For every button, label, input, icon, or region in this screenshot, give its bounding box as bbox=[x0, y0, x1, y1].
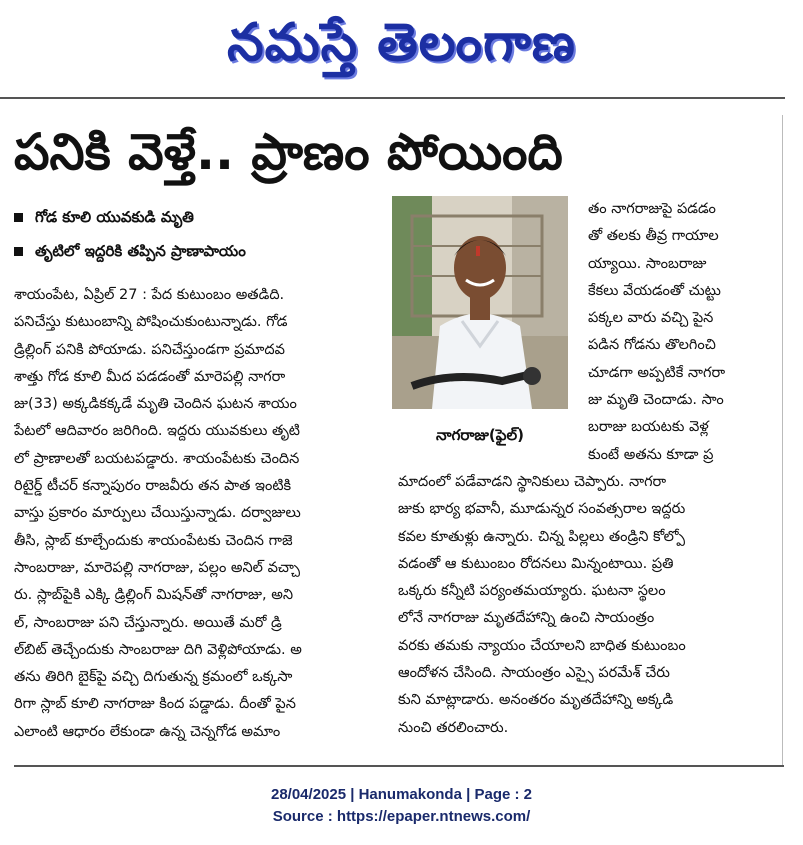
subhead-bullet: గోడ కూలి యువకుడి మృతి bbox=[14, 200, 384, 234]
text-line: పేటలో ఆదివారం జరిగింది. ఇద్దరు యువకులు తృటి bbox=[14, 423, 300, 440]
text-line: ఆందోళన చేసింది. సాయంత్రం ఎస్సై పరమేశ్ చేరు bbox=[398, 665, 670, 682]
text-line: జు(33) అక్కడికక్కడే మృతి చెందిన ఘటన శాయం bbox=[14, 396, 297, 413]
text-line: ల్, సాంబరాజు పని చేస్తున్నారు. అయితే మరో డ్రి bbox=[14, 614, 282, 631]
footer-source: Source : https://epaper.ntnews.com/ bbox=[272, 808, 531, 825]
text-line: కవల కూతుళ్లు ఉన్నారు. చిన్న పిల్లలు తండ్రిని కోల్పో bbox=[398, 528, 685, 545]
top-divider bbox=[0, 97, 785, 99]
article-photo bbox=[392, 196, 568, 409]
masthead bbox=[0, 8, 803, 78]
text-line: శాత్తు గోడ కూలి మీద పడడంతో మారెపల్లి నాగరా bbox=[14, 368, 286, 385]
text-line: ఎలాంటి ఆధారం లేకుండా ఉన్న చెన్నగోడ అమాం bbox=[14, 723, 281, 740]
square-bullet-icon bbox=[14, 213, 23, 222]
text-line: పక్కల వారు వచ్చి పైన bbox=[588, 310, 714, 327]
text-line: తీసి, స్లాబ్ కూల్చేందుకు శాయంపేటకు చెందిన గాజె bbox=[14, 532, 293, 549]
page-edge-divider bbox=[782, 115, 783, 765]
text-line: శాయంపేట, ఏప్రిల్ 27 : పేద కుటుంబం అతడిది. bbox=[14, 287, 285, 303]
text-line: డ్రిల్లింగ్ పనికి పోయాడు. పనిచేస్తుండగా ప్రమాదవ bbox=[14, 341, 285, 358]
text-line: చూడగా అప్పటికే నాగరా bbox=[588, 364, 726, 381]
text-line: రు. స్లాబ్‌పైకి ఎక్కి డ్రిల్లింగ్ మిషన్‌తో నాగరాజు, అని bbox=[14, 587, 294, 604]
text-line: రిగా స్లాబ్ కూలి నాగరాజు కింద పడ్డాడు. దీంతో పైన bbox=[14, 696, 296, 713]
square-bullet-icon bbox=[14, 247, 23, 256]
text-line: కేకలు వేయడంతో చుట్టు bbox=[588, 282, 721, 299]
text-line: వడంతో ఆ కుటుంబం రోదనలు మిన్నంటాయి. ప్రతి bbox=[398, 555, 674, 572]
text-line: తను తిరిగి బైక్‌పై వచ్చి దిగుతున్న క్రమంలో ఒక్కసా bbox=[14, 669, 293, 686]
masthead-title: నమస్తే తెలంగాణ bbox=[227, 13, 576, 73]
text-line: పడిన గోడను తొలగించి bbox=[588, 337, 716, 354]
text-line: వాస్తు ప్రకారం మార్పులు చేయిస్తున్నాడు. దర్వాజులు bbox=[14, 505, 301, 522]
text-line: బరాజు బయటకు వెళ్ల bbox=[588, 419, 709, 436]
text-line: నుంచి తరలించారు. bbox=[398, 719, 509, 736]
text-line: పనిచేస్తు కుటుంబాన్ని పోషించుకుంటున్నాడు. గోడ bbox=[14, 314, 288, 331]
footer-date-edition: 28/04/2025 | Hanumakonda | Page : 2 bbox=[270, 786, 532, 803]
text-line: లోనే నాగరాజు మృతదేహాన్ని ఉంచి సాయంత్రం bbox=[398, 610, 655, 627]
text-line: ల్‌బిట్ తెచ్చేందుకు సాంబరాజు దిగి వెళ్లిపోయాడు. అ bbox=[14, 641, 302, 658]
text-line: మాదంలో పడేవాడని స్థానికులు చెప్పారు. నాగరా bbox=[398, 474, 667, 490]
text-line: రిటైర్డ్ టీచర్ కన్నాపురం రాజవీరు తన పాత ఇంటికి bbox=[14, 478, 292, 495]
text-line: లో ప్రాణాలతో బయటపడ్డారు. శాయంపేటకు చెందిన bbox=[14, 450, 300, 467]
subhead-bullet: తృటిలో ఇద్దరికి తప్పిన ప్రాణాపాయం bbox=[14, 234, 384, 268]
article-subheads bbox=[14, 200, 384, 268]
text-line: తం నాగరాజుపై పడడం bbox=[588, 201, 716, 217]
text-line: య్యాయి. సాంబరాజు bbox=[588, 255, 707, 272]
text-line: వరకు తమకు న్యాయం చేయాలని బాధిత కుటుంబం bbox=[398, 637, 686, 654]
text-line: సాంబరాజు, మారెపల్లి నాగరాజు, పల్లం అనిల్ వచ్చా bbox=[14, 559, 301, 576]
article-left-column bbox=[14, 282, 382, 746]
man-on-bike-photo bbox=[392, 196, 568, 409]
text-line: జు మృతి చెందాడు. సాం bbox=[588, 392, 724, 409]
article-wide-column bbox=[398, 469, 768, 742]
photo-caption: నాగరాజు(ఫైల్) bbox=[436, 426, 524, 444]
page-footer bbox=[0, 784, 803, 828]
text-line: తో తలకు తీవ్ర గాయాల bbox=[588, 228, 719, 245]
text-line: జుకు భార్య భవానీ, మూడున్నర సంవత్సరాల ఇద్దరు bbox=[398, 501, 686, 518]
bottom-divider bbox=[14, 765, 784, 767]
text-line: కుని మాట్లాడారు. అనంతరం మృతదేహాన్ని అక్కడి bbox=[398, 692, 674, 709]
article-headline: పనికి వెళ్తే.. ప్రాణం పోయింది bbox=[14, 123, 563, 181]
text-line: ఒక్కరు కన్నీటి పర్యంతమయ్యారు. ఘటనా స్థలం bbox=[398, 583, 666, 600]
article-right-column bbox=[588, 196, 768, 469]
text-line: కుంటే అతను కూడా ప్ర bbox=[588, 446, 714, 463]
